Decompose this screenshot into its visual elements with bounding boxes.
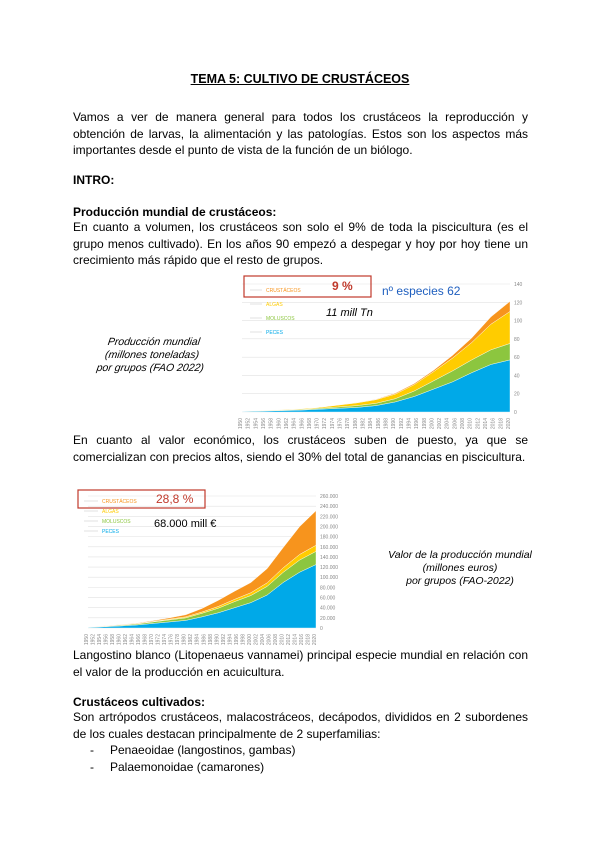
x-tick-label: 1984 bbox=[194, 634, 201, 646]
x-tick-label: 2016 bbox=[298, 634, 305, 646]
y-tick-label: 40 bbox=[514, 373, 520, 380]
highlight-value: 9 % bbox=[332, 279, 353, 293]
x-tick-label: 2010 bbox=[467, 418, 474, 430]
x-tick-label: 1950 bbox=[84, 634, 90, 646]
x-tick-label: 1952 bbox=[90, 634, 97, 646]
x-tick-label: 2000 bbox=[429, 418, 436, 430]
production-chart bbox=[238, 272, 532, 430]
caption-line: Valor de la producción mundial bbox=[388, 549, 532, 561]
highlight-value: 28,8 % bbox=[156, 492, 194, 506]
y-tick-label: 260.000 bbox=[320, 494, 339, 500]
x-tick-label: 1976 bbox=[168, 634, 175, 646]
x-tick-label: 1990 bbox=[391, 418, 398, 430]
x-tick-label: 1984 bbox=[368, 418, 375, 430]
value-chart bbox=[74, 486, 354, 646]
legend-item: MOLUSCOS bbox=[266, 316, 295, 322]
y-tick-label: 240.000 bbox=[320, 504, 339, 511]
y-tick-label: 80.000 bbox=[320, 585, 336, 592]
x-tick-label: 1970 bbox=[149, 634, 156, 646]
y-tick-label: 140 bbox=[514, 282, 523, 288]
x-tick-label: 2012 bbox=[285, 634, 292, 646]
x-tick-label: 2008 bbox=[460, 418, 467, 430]
x-tick-label: 1954 bbox=[97, 634, 104, 646]
x-tick-label: 1992 bbox=[398, 418, 405, 430]
x-tick-label: 1980 bbox=[181, 634, 188, 646]
cultivated-paragraph: Son artrópodos crustáceos, malacostráceos, decápodos, divididos en 2 subordenes de los cuales destacan principalmente de 2 superfamilias: bbox=[73, 710, 528, 741]
cultivated-heading: Crustáceos cultivados: bbox=[73, 695, 206, 709]
x-tick-label: 1972 bbox=[155, 634, 162, 646]
x-tick-label: 2004 bbox=[444, 418, 451, 430]
x-tick-label: 1990 bbox=[214, 634, 221, 646]
caption-line: (millones toneladas) bbox=[104, 349, 200, 361]
legend-item: PECES bbox=[102, 529, 119, 535]
shrimp-paragraph: Langostino blanco (Litopenaeus vannamei) principal especie mundial en relación con el valor de la producción en acuicultura. bbox=[73, 648, 528, 679]
x-tick-label: 1986 bbox=[201, 634, 208, 646]
y-tick-label: 60 bbox=[514, 355, 520, 362]
x-tick-label: 1970 bbox=[314, 418, 321, 430]
x-tick-label: 2016 bbox=[490, 418, 497, 430]
y-tick-label: 80 bbox=[514, 336, 520, 343]
x-tick-label: 1964 bbox=[129, 634, 136, 646]
x-tick-label: 2004 bbox=[259, 634, 266, 646]
x-tick-label: 1986 bbox=[375, 418, 382, 430]
x-tick-label: 2008 bbox=[272, 634, 279, 646]
x-tick-label: 1960 bbox=[276, 418, 283, 430]
y-tick-label: 20 bbox=[514, 391, 520, 398]
y-tick-label: 220.000 bbox=[320, 514, 339, 521]
x-tick-label: 2006 bbox=[266, 634, 273, 646]
x-tick-label: 2020 bbox=[312, 634, 318, 646]
x-tick-label: 1998 bbox=[421, 418, 428, 430]
x-tick-label: 2006 bbox=[452, 418, 459, 430]
x-tick-label: 1988 bbox=[383, 418, 390, 430]
x-tick-label: 1974 bbox=[329, 418, 336, 430]
legend-item: ALGAS bbox=[266, 302, 283, 308]
production-heading: Producción mundial de crustáceos: bbox=[73, 205, 277, 219]
value-note: 68.000 mill € bbox=[154, 518, 217, 530]
x-tick-label: 1960 bbox=[116, 634, 123, 646]
x-tick-label: 1958 bbox=[110, 634, 117, 646]
x-tick-label: 1988 bbox=[207, 634, 214, 646]
x-tick-label: 1976 bbox=[337, 418, 344, 430]
y-tick-label: 180.000 bbox=[320, 534, 339, 541]
legend-item: CRUSTÁCEOS bbox=[266, 288, 301, 294]
value-paragraph: En cuanto al valor económico, los crustáceos suben de puesto, ya que se comercializan con precios altos, siendo el 30% del total de ganancias en piscicultura. bbox=[73, 433, 528, 464]
production-paragraph: En cuanto a volumen, los crustáceos son solo el 9% de toda la piscicultura (es el grupo menos cultivado). En los años 90 empezó a despegar y hoy por hoy tiene un crecimiento más rápido que el resto de grupos. bbox=[73, 220, 528, 267]
y-tick-label: 20.000 bbox=[320, 615, 336, 622]
x-tick-label: 2020 bbox=[506, 418, 512, 430]
tonnage-note: 11 mill Tn bbox=[326, 307, 373, 319]
y-tick-label: 40.000 bbox=[320, 605, 336, 612]
caption-line: por grupos (FAO-2022) bbox=[406, 575, 514, 587]
legend-item: PECES bbox=[266, 330, 283, 336]
species-note: nº especies 62 bbox=[382, 284, 461, 298]
x-tick-label: 1950 bbox=[238, 418, 244, 430]
caption-line: por grupos (FAO 2022) bbox=[95, 362, 205, 374]
y-tick-label: 160.000 bbox=[320, 544, 339, 551]
y-tick-label: 120 bbox=[514, 300, 523, 307]
legend-item: ALGAS bbox=[102, 509, 119, 515]
x-tick-label: 2018 bbox=[305, 634, 312, 646]
x-tick-label: 1972 bbox=[322, 418, 329, 430]
y-tick-label: 120.000 bbox=[320, 565, 339, 572]
y-tick-label: 100.000 bbox=[320, 575, 339, 582]
x-tick-label: 1962 bbox=[123, 634, 130, 646]
x-tick-label: 1968 bbox=[142, 634, 149, 646]
legend-item: MOLUSCOS bbox=[102, 519, 131, 525]
x-tick-label: 2014 bbox=[292, 634, 299, 646]
x-tick-label: 2000 bbox=[246, 634, 253, 646]
x-tick-label: 1956 bbox=[103, 634, 110, 646]
intro-paragraph: Vamos a ver de manera general para todos los crustáceos la reproducción y obtención de larvas, la alimentación y las patologías. Estos son los aspectos más importantes desde el punto de vista de la función de un biólogo. bbox=[73, 110, 528, 157]
x-tick-label: 1974 bbox=[162, 634, 169, 646]
y-tick-label: 200.000 bbox=[320, 524, 339, 531]
x-tick-label: 1998 bbox=[240, 634, 247, 646]
x-tick-label: 1964 bbox=[291, 418, 298, 430]
x-tick-label: 2002 bbox=[437, 418, 444, 430]
intro-heading: INTRO: bbox=[73, 173, 115, 187]
caption-line: (millones euros) bbox=[422, 562, 498, 574]
x-tick-label: 1994 bbox=[227, 634, 234, 646]
value-chart-caption bbox=[372, 549, 548, 588]
x-tick-label: 1978 bbox=[175, 634, 182, 646]
x-tick-label: 1956 bbox=[260, 418, 267, 430]
x-tick-label: 1958 bbox=[268, 418, 275, 430]
list-item: - Palaemonoidae (camarones) bbox=[90, 759, 265, 774]
x-tick-label: 1968 bbox=[306, 418, 313, 430]
x-tick-label: 1952 bbox=[245, 418, 252, 430]
y-tick-label: 0 bbox=[320, 626, 323, 632]
x-tick-label: 1980 bbox=[352, 418, 359, 430]
y-tick-label: 0 bbox=[514, 410, 517, 416]
x-tick-label: 2002 bbox=[253, 634, 260, 646]
x-tick-label: 1996 bbox=[233, 634, 240, 646]
x-tick-label: 1982 bbox=[360, 418, 367, 430]
y-tick-label: 140.000 bbox=[320, 554, 339, 561]
x-tick-label: 1978 bbox=[345, 418, 352, 430]
x-tick-label: 2014 bbox=[483, 418, 490, 430]
page-title: TEMA 5: CULTIVO DE CRUSTÁCEOS bbox=[190, 72, 410, 86]
x-tick-label: 1994 bbox=[406, 418, 413, 430]
superfamily-list bbox=[90, 742, 295, 775]
y-tick-label: 60.000 bbox=[320, 595, 336, 602]
x-tick-label: 2010 bbox=[279, 634, 286, 646]
list-item: - Penaeoidae (langostinos, gambas) bbox=[90, 743, 296, 757]
x-tick-label: 1962 bbox=[283, 418, 290, 430]
x-tick-label: 2018 bbox=[498, 418, 505, 430]
caption-line: Producción mundial bbox=[106, 336, 201, 348]
x-tick-label: 1966 bbox=[299, 418, 306, 430]
production-chart-caption bbox=[69, 336, 234, 375]
legend-item: CRUSTÁCEOS bbox=[102, 499, 137, 505]
x-tick-label: 1982 bbox=[188, 634, 195, 646]
y-tick-label: 100 bbox=[514, 318, 523, 325]
x-tick-label: 1996 bbox=[414, 418, 421, 430]
x-tick-label: 1954 bbox=[253, 418, 260, 430]
x-tick-label: 1992 bbox=[220, 634, 227, 646]
x-tick-label: 2012 bbox=[475, 418, 482, 430]
x-tick-label: 1966 bbox=[136, 634, 143, 646]
